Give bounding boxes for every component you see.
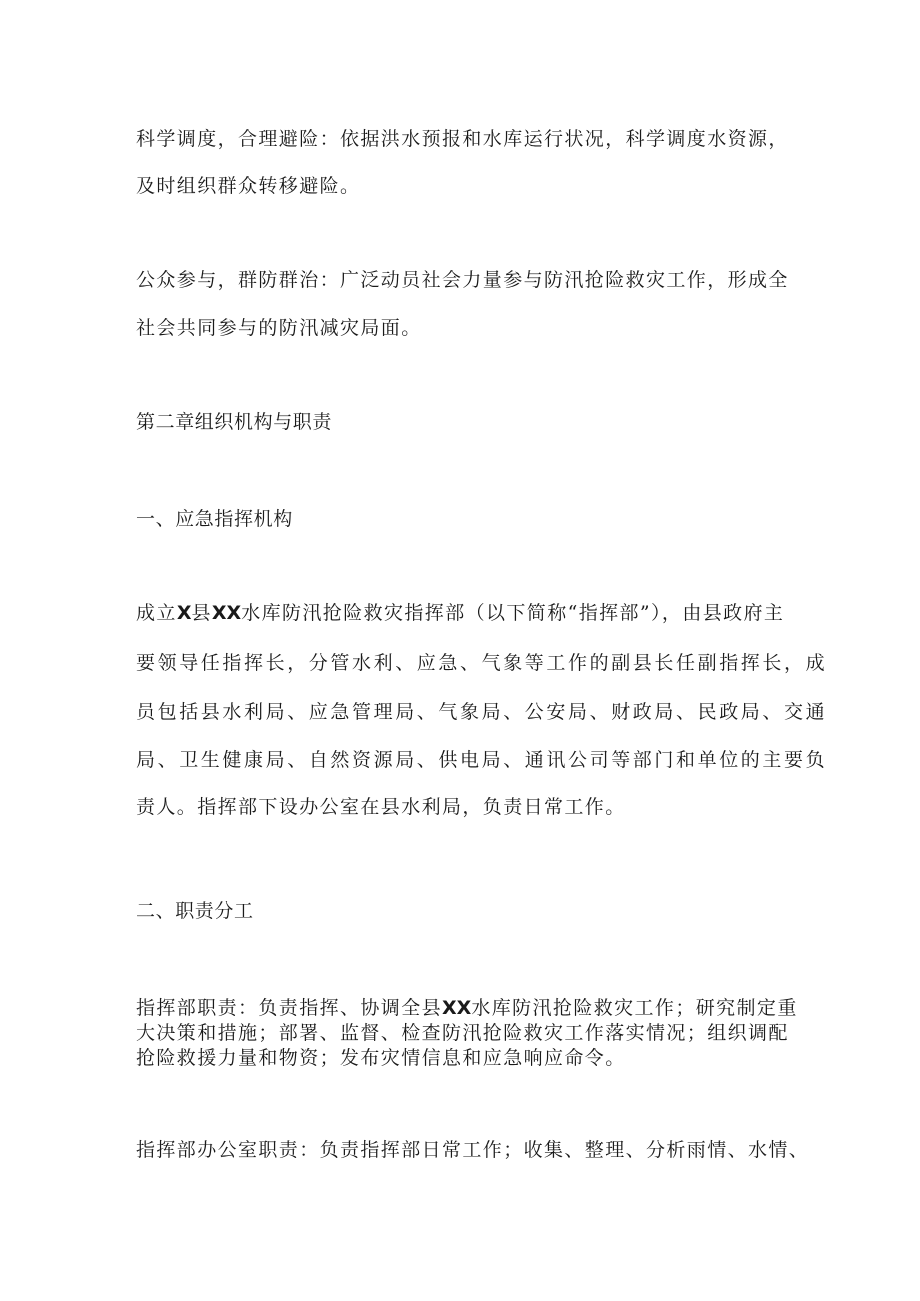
section-heading-command-structure: 一、应急指挥机构 — [136, 508, 293, 530]
chapter-heading: 第二章组织机构与职责 — [136, 411, 333, 433]
paragraph-command-structure-line-3: 员包括县水利局、应急管理局、气象局、公安局、财政局、民政局、交通 — [136, 701, 828, 723]
paragraph-hq-duties-line-3: 抢险救援力量和物资；发布灾情信息和应急响应命令。 — [136, 1047, 626, 1069]
paragraph-scientific-dispatch-line-1: 科学调度，合理避险：依据洪水预报和水库运行状况，科学调度水资源， — [136, 128, 789, 150]
section-heading-duties: 二、职责分工 — [136, 900, 254, 922]
paragraph-public-participation-line-2: 社会共同参与的防汛减灾局面。 — [136, 317, 422, 339]
paragraph-hq-duties-line-2: 大决策和措施；部署、监督、检查防汛抢险救灾工作落实情况；组织调配 — [136, 1022, 789, 1044]
paragraph-office-duties-line-1: 指挥部办公室职责：负责指挥部日常工作；收集、整理、分析雨情、水情、 — [136, 1139, 810, 1161]
paragraph-command-structure-line-2: 要领导任指挥长，分管水利、应急、气象等工作的副县长任副指挥长，成 — [136, 652, 828, 674]
paragraph-command-structure-line-4: 局、卫生健康局、自然资源局、供电局、通讯公司等部门和单位的主要负 — [136, 749, 828, 771]
paragraph-hq-duties-line-1: 指挥部职责：负责指挥、协调全县XX水库防汛抢险救灾工作；研究制定重 — [136, 997, 798, 1019]
paragraph-scientific-dispatch-line-2: 及时组织群众转移避险。 — [136, 175, 361, 197]
paragraph-command-structure-line-1: 成立X县XX水库防汛抢险救灾指挥部（以下简称“指挥部”），由县政府主 — [136, 602, 785, 624]
paragraph-command-structure-line-5: 责人。指挥部下设办公室在县水利局，负责日常工作。 — [136, 796, 626, 818]
paragraph-public-participation-line-1: 公众参与，群防群治：广泛动员社会力量参与防汛抢险救灾工作，形成全 — [136, 269, 789, 291]
